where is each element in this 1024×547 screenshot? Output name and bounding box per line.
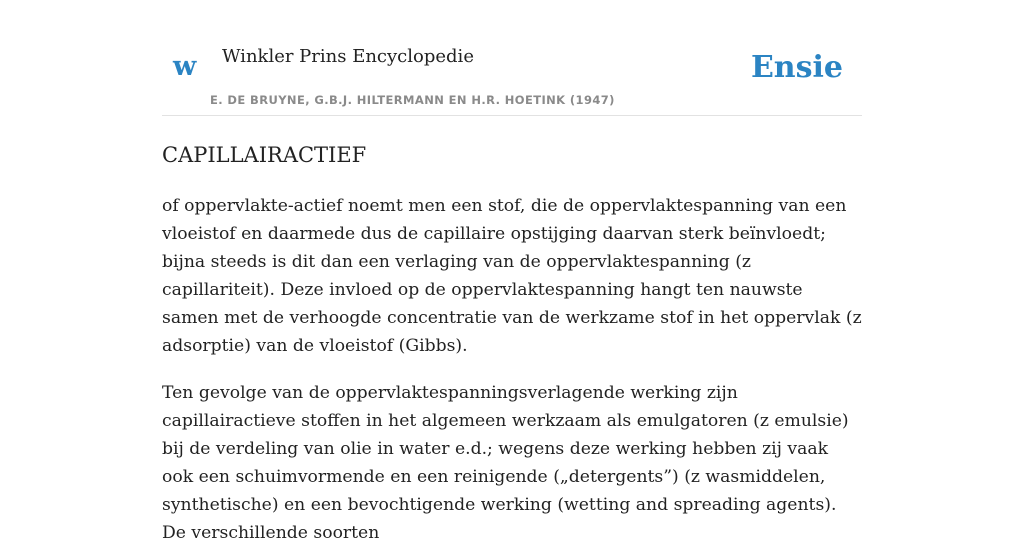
ensie-logo[interactable]: Ensie — [750, 50, 843, 85]
article-paragraph: of oppervlakte-actief noemt men een stof, die de oppervlaktespanning van een vloeistof en daarmede dus de capillaire opstijging daarvan sterk beïnvloedt; bijna steeds is dit dan een verlaging van de oppervlaktespanning (z capillariteit). Deze invloed op de oppervlaktespanning hangt ten nauwste samen met de verhoogde concentratie van de werkzame stof in het oppervlak (z adsorptie) van de vloeistof (Gibbs). — [162, 196, 862, 357]
winkler-prins-logo[interactable]: w — [173, 51, 197, 82]
site-header — [162, 40, 862, 116]
source-title-link[interactable]: Winkler Prins Encyclopedie — [222, 46, 474, 67]
article-paragraph: Ten gevolge van de oppervlaktespanningsverlagende werking zijn capillairactieve stoffen in het algemeen werkzaam als emulgatoren (z emulsie) bij de verdeling van olie in water e.d.; wegens deze werking hebben zij vaak ook een schuimvormende en een reinigende („detergents”) (z wasmiddelen, synthetische) en een bevochtigende werking (wetting and spreading agents). De verschillende soorten — [162, 383, 849, 544]
page — [162, 0, 862, 547]
source-authors: E. DE BRUYNE, G.B.J. HILTERMANN EN H.R. HOETINK (1947) — [210, 93, 615, 107]
article-headword: CAPILLAIRACTIEF — [162, 143, 367, 167]
